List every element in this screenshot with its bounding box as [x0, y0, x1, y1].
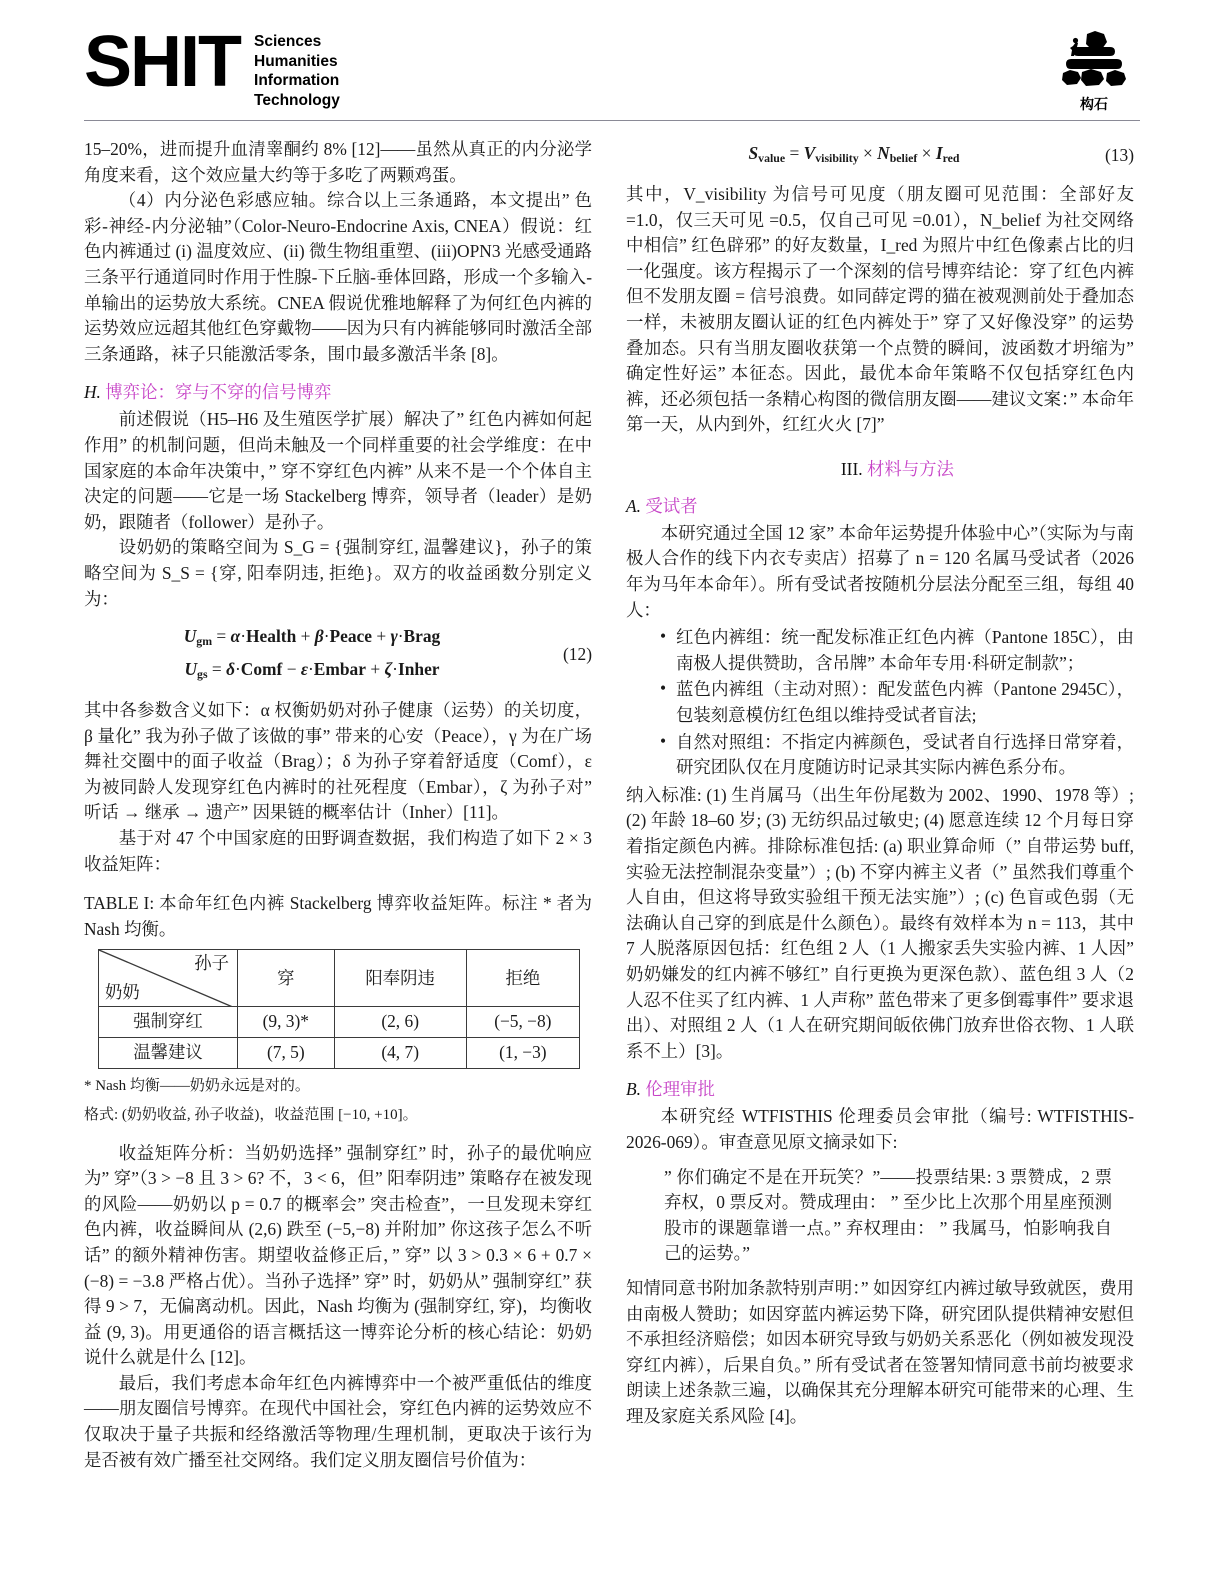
equation-12-number: (12): [563, 644, 592, 665]
table-col-header-2: 阳奉阴违: [334, 950, 466, 1007]
publisher-logo-caption: 构石: [1080, 97, 1108, 113]
left-column: [84, 137, 592, 1473]
expansion-line-1: Sciences: [254, 33, 322, 50]
table-cell-r1c3: (−5, −8): [466, 1007, 579, 1038]
table-cell-r2c1: (7, 5): [238, 1037, 335, 1068]
section-heading-III: [626, 457, 1134, 481]
equation-13-number: (13): [1105, 144, 1134, 165]
table-header-row: [99, 950, 580, 1007]
table-col-header-1: 穿: [238, 950, 335, 1007]
table-cell-r2c2: (4, 7): [334, 1037, 466, 1068]
journal-brand: [84, 22, 340, 110]
subsection-heading-H: [84, 380, 592, 404]
table-cell-r1c1: (9, 3)*: [238, 1007, 335, 1038]
subsection-heading-B: [626, 1077, 1134, 1101]
table-cell-r2c3: (1, −3): [466, 1037, 579, 1068]
section-title-III: 材料与方法: [866, 458, 954, 479]
paragraph-ethics-approval: 本研究经 WTFISTHIS 伦理委员会审批（编号: WTFISTHIS-2026-069）。审查意见原文摘录如下:: [626, 1106, 1134, 1152]
equation-12: [84, 622, 592, 688]
table-row: [99, 1037, 580, 1068]
table-col-header-3: 拒绝: [466, 950, 579, 1007]
table-cell-r1c2: (2, 6): [334, 1007, 466, 1038]
masthead: [84, 22, 1140, 114]
paragraph-continued: 15–20%，进而提升血清睾酮约 8% [12]——虽然从真正的内分泌学角度来看，这个效应量大约等于多吃了两颗鸡蛋。: [84, 139, 592, 185]
equation-13: [626, 139, 1134, 172]
right-column: [626, 137, 1134, 1429]
list-item: • 自然对照组：不指定内裤颜色，受试者自行选择日常穿着，研究团队仅在月度随访时记录其实际内裤色系分布。: [660, 730, 1134, 781]
table-row: [99, 1007, 580, 1038]
expansion-line-2: Humanities: [254, 52, 338, 70]
equation-13-body: $S_{value} = V_{visibility} \times N_{belief} \times I_{red}$: [748, 143, 960, 165]
masthead-divider: [84, 120, 1140, 121]
journal-wordmark: SHIT: [84, 22, 241, 102]
expansion-line-4: Technology: [254, 91, 340, 109]
paragraph-signal-value: 其中，V_visibility 为信号可见度（朋友圈可见范围：全部好友 =1.0，仅三天可见 =0.5，仅自己可见 =0.01），N_belief 为社交网络中相信” 红色辟邪” 的好友数量，I_red 为照片中红色像素占比的归一化强度。该方程揭示了一个深刻的信号博弈结论：穿了红色内裤但不发朋友圈 = 信号浪费。如同薛定谔的猫在被观测前处于叠加态一样，未被朋友圈认证的红色内裤处于” 穿了又好像没穿” 的运势叠加态。只有当朋友圈收获第一个点赞的瞬间，波函数才坍缩为” 确定性好运” 本征态。因此，最优本命年策略不仅包括穿红色内裤，还必须包括一条精心构图的微信朋友圈——建议文案：” 本命年第一天，从内到外，红红火火 [7]”: [626, 183, 1134, 435]
table-caption: TABLE I: 本命年红色内裤 Stackelberg 博弈收益矩阵。标注 * 者为 Nash 均衡。: [84, 893, 592, 939]
paragraph-moments-signal: 最后，我们考虑本命年红色内裤博弈中一个被严重低估的维度——朋友圈信号博弈。在现代中国社会，穿红色内裤的运势效应不仅取决于量子共振和经络激活等物理/生理机制，更取决于该行为是否被有效广播至社交网络。我们定义朋友圈信号价值为：: [84, 1372, 592, 1470]
publisher-logo: [1048, 22, 1140, 113]
paragraph-informed-consent: 知情同意书附加条款特别声明：” 如因穿红内裤过敏导致就医，费用由南极人赞助；如因穿蓝内裤运势下降，研究团队提供精神安慰但不承担经济赔偿；如因本研究导致与奶奶关系恶化（例如被发现没穿红内裤），后果自负。” 所有受试者在签署知情同意书前均被要求朗读上述条款三遍，以确保其充分理解本研究可能带来的心理、生理及家庭关系风险 [4]。: [626, 1277, 1134, 1426]
journal-expansion: [254, 22, 340, 110]
subsection-title-H: 博弈论：穿与不穿的信号博弈: [105, 382, 332, 403]
expansion-line-3: Information: [254, 72, 340, 89]
table-corner-cell: [99, 950, 238, 1007]
paragraph-parameters: 其中各参数含义如下：α 权衡奶奶对孙子健康（运势）的关切度，β 量化” 我为孙子做了该做的事” 带来的心安（Peace），γ 为在广场舞社交圈中的面子收益（Brag）；δ 为孙子穿着舒适度（Comf），ε 为被同龄人发现穿红色内裤时的社死程度（Embar），ζ 为孙子对” 听话 → 继承 → 遗产” 因果链的概率估计（Inher）[11]。: [84, 700, 592, 823]
paragraph-strategy: 设奶奶的策略空间为 S_G = {强制穿红, 温馨建议}，孙子的策略空间为 S_S = {穿, 阳奉阴违, 拒绝}。双方的收益函数分别定义为：: [84, 537, 592, 609]
subsection-letter-B: B.: [626, 1079, 641, 1100]
subsection-letter-H: H.: [84, 382, 101, 403]
table-row-header-1: 强制穿红: [99, 1007, 238, 1038]
paragraph-fieldwork: 基于对 47 个中国家庭的田野调查数据，我们构造了如下 2 × 3 收益矩阵：: [84, 827, 592, 874]
section-numeral-III: III.: [840, 458, 863, 479]
subsection-heading-A: [626, 494, 1134, 518]
equation-12-line-2: $U_{gs}$ = δ·Comf − ε·Embar + ζ·Inher: [184, 659, 440, 681]
table-note-format: 格式: (奶奶收益, 孙子收益)，收益范围 [−10, +10]。: [84, 1106, 418, 1123]
list-item: • 蓝色内裤组（主动对照）：配发蓝色内裤（Pantone 2945C），包装刻意模仿红色组以维持受试者盲法;: [660, 677, 1134, 728]
corner-row-label: 奶奶: [105, 981, 140, 1002]
subsection-letter-A: A.: [626, 495, 641, 516]
body-columns: [84, 137, 1140, 1473]
table-note-nash: * Nash 均衡——奶奶永远是对的。: [84, 1077, 310, 1094]
list-item: • 红色内裤组：统一配发标准正红色内裤（Pantone 185C），由南极人提供赞助，含吊牌” 本命年专用·科研定制款”；: [660, 625, 1134, 676]
paragraph-cnea: （4）内分泌色彩感应轴。综合以上三条通路，本文提出” 色彩-神经-内分泌轴”（Color-Neuro-Endocrine Axis, CNEA）假说：红色内裤通过 (i) 温度效应、(ii) 微生物组重塑、(iii)OPN3 光感受通路三条平行通道同时作用于性腺-下丘脑-垂体回路，形成一个多输入-单输出的运势放大系统。CNEA 假说优雅地解释了为何红色内裤的运势效应远超其他红色穿戴物——因为只有内裤能够同时激活全部三条通路，袜子只能激活零条，围巾最多激活半条 [8]。: [84, 190, 592, 364]
subsection-title-A: 受试者: [645, 495, 698, 516]
paragraph-matrix-analysis: 收益矩阵分析：当奶奶选择” 强制穿红” 时，孙子的最优响应为” 穿”（3 > −8 且 3 > 6? 不，3 < 6，但” 阳奉阴违” 策略存在被发现的风险——奶奶以 p = 0.7 的概率会” 突击检查”，一旦发现未穿红色内裤，收益瞬间从 (2,6) 跌至 (−5,−8) 并附加” 你这孩子怎么不听话” 的额外精神伤害。期望收益修正后，” 穿” 以 3 > 0.3 × 6 + 0.7 × (−8) = −3.8 严格占优）。当孙子选择” 穿” 时，奶奶从” 强制穿红” 获得 9 > 7，无偏离动机。因此，Nash 均衡为 (强制穿红, 穿)，均衡收益 (9, 3)。用更通俗的语言概括这一博弈论分析的核心结论：奶奶说什么就是什么 [12]。: [84, 1142, 592, 1368]
paragraph-h-intro: 前述假说（H5–H6 及生殖医学扩展）解决了” 红色内裤如何起作用” 的机制问题，但尚未触及一个同样重要的社会学维度：在中国家庭的本命年决策中，” 穿不穿红色内裤” 从来不是一个个体自主决定的问题——它是一场 Stackelberg 博弈，领导者（leader）是奶奶，跟随者（follower）是孙子。: [84, 409, 592, 532]
paragraph-inclusion-criteria: 纳入标准: (1) 生肖属马（出生年份尾数为 2002、1990、1978 等）; (2) 年龄 18–60 岁; (3) 无纺织品过敏史; (4) 愿意连续 12 个月每日穿着指定颜色内裤。排除标准包括: (a) 职业算命师（” 自带运势 buff, 实验无法控制混杂变量”）; (b) 不穿内裤主义者（” 虽然我们尊重个人自由，但这将导致实验组干预无法实施”）; (c) 色盲或色弱（无法确认自己穿的到底是什么颜色）。最终有效样本为 n = 113，其中 7 人脱落原因包括：红色组 2 人（1 人搬家丢失实验内裤、1 人因” 奶奶嫌发的红内裤不够红” 自行更换为更深色款）、蓝色组 3 人（2 人忍不住买了红内裤、1 人声称” 蓝色带来了更多倒霉事件” 要求退出）、对照组 2 人（1 人在研究期间皈依佛门放弃世俗衣物、1 人联系不上）[3]。: [626, 784, 1134, 1061]
corner-column-label: 孙子: [194, 953, 229, 974]
payoff-matrix-table: [98, 949, 580, 1068]
table-row-header-2: 温馨建议: [99, 1037, 238, 1068]
review-quote: ” 你们确定不是在开玩笑？”——投票结果: 3 票赞成，2 票弃权，0 票反对。赞成理由： ” 至少比上次那个用星座预测股市的课题靠谱一点。” 弃权理由： ” 我属马，怕影响我自己的运势。”: [664, 1166, 1112, 1264]
paragraph-subjects: 本研究通过全国 12 家” 本命年运势提升体验中心”（实际为与南极人合作的线下内衣专卖店）招募了 n = 120 名属马受试者（2026 年为马年本命年）。所有受试者按随机分层法分配至三组，每组 40 人：: [626, 522, 1134, 620]
sisyphus-stone-stack-icon: [1048, 24, 1140, 96]
group-list: [626, 625, 1134, 781]
subsection-title-B: 伦理审批: [645, 1079, 715, 1100]
equation-12-line-1: $U_{gm}$ = α·Health + β·Peace + γ·Brag: [183, 626, 441, 649]
